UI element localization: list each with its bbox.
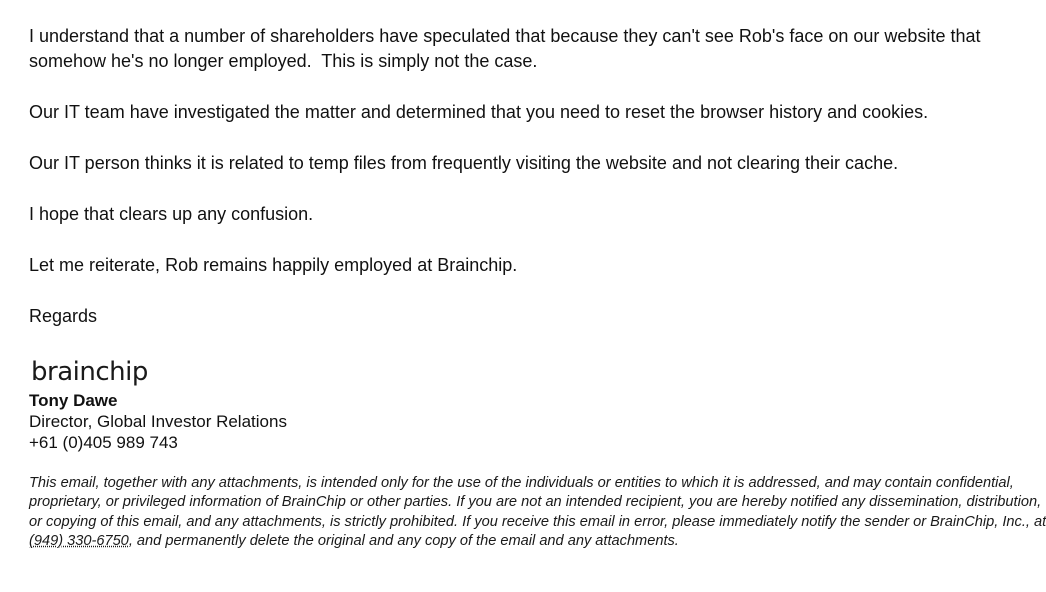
disclaimer-text-end: , and permanently delete the original and any copy of the email and any attachments. xyxy=(128,533,679,550)
email-paragraph: Let me reiterate, Rob remains happily employed at Brainchip. xyxy=(29,255,518,275)
email-paragraph: I understand that a number of shareholders have speculated that because they can't see Rob's face on our website that somehow he's no longer employed. This is simply not the case. xyxy=(29,26,986,71)
signature-phone: +61 (0)405 989 743 xyxy=(29,433,178,452)
signature-name: Tony Dawe xyxy=(29,391,118,410)
brainchip-logo: brainchip xyxy=(31,357,148,387)
signature-title: Director, Global Investor Relations xyxy=(29,412,287,431)
email-paragraph: Our IT team have investigated the matter and determined that you need to reset the browser history and cookies. xyxy=(29,102,929,122)
email-disclaimer xyxy=(29,474,1046,552)
disclaimer-text: This email, together with any attachments, is intended only for the use of the individuals or entities to which it is addressed, and may contain confidential, proprietary, or privileged information of BrainChip or other parties. If you are not an intended recipient, you are hereby notified any dissemination, distribution, or copying of this email, and any attachments, is strictly prohibited. If you receive this email in error, please immediately notify the sender or BrainChip, Inc., at xyxy=(29,475,1046,530)
email-body xyxy=(29,24,1029,329)
email-paragraph: I hope that clears up any confusion. xyxy=(29,204,314,224)
email-paragraph: Our IT person thinks it is related to temp files from frequently visiting the website and not clearing their cache. xyxy=(29,153,899,173)
disclaimer-phone-link[interactable]: (949) 330-6750 xyxy=(29,533,129,550)
email-signature xyxy=(29,356,287,453)
email-closing: Regards xyxy=(29,306,98,326)
